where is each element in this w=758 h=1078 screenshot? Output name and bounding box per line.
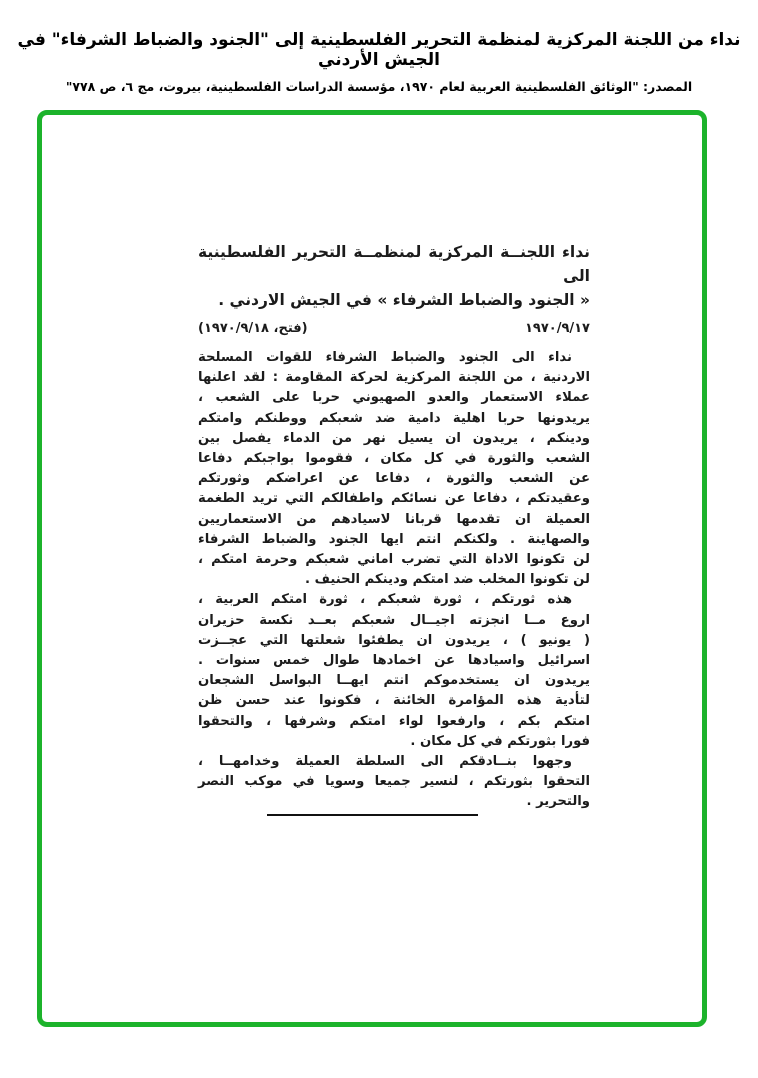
text-line: والتحرير . [526,794,590,810]
document-paragraph [198,590,590,752]
text-line: لتأدية هذه المؤامرة الخائنة ، فكونوا عند حسن ظن [198,693,590,709]
document-paragraph [198,348,590,590]
text-line: لن تكونوا المخلب ضد امتكم ودينكم الحنيف . [305,572,590,588]
text-line: اسرائيل واسيادها عن اخمادها طوال خمس سنوات . [198,653,590,669]
text-line: هذه ثورتكم ، ثورة شعبكم ، ثورة امتكم العربية ، [198,592,572,608]
text-line: وعقيدتكم ، دفاعا عن نسائكم واطفالكم التي تريد الطغمة [198,491,590,507]
text-line: نداء الى الجنود والضباط الشرفاء للقوات المسلحة [198,350,572,365]
document-title-line-1: نداء اللجنــة المركزية لمنظمــة التحرير الفلسطينية الى [198,243,590,285]
text-line: اروع مــا انجزته اجيــال شعبكم بعــد نكسة حزيران [198,612,590,628]
document-scan [198,240,590,813]
text-line: امتكم بكم ، وارفعوا لواء امتكم وشرفها ، والتحقوا [198,713,590,729]
divider-line [267,814,478,816]
text-line: العميلة ان تقدمها قربانا لاسيادهم من الاستعماريين [198,511,590,527]
document-date: ١٩٧٠/٩/١٧ [524,321,590,336]
text-line: ( يونيو ) ، يريدون ان يطفئوا شعلتها التي عجــزت [198,632,590,648]
text-line: يريدون ان يستخدموكم انتم ايهــا البواسل الشجعان [198,673,590,689]
date-row [198,321,590,336]
text-line: الاردنية ، من اللجنة المركزية لحركة المقاومة : لقد اعلنها [198,370,590,386]
document-source-date: (فتح، ١٩٧٠/٩/١٨) [198,321,308,336]
text-line: يريدونها حربا اهلية دامية ضد شعبكم ووطنكم وامتكم [198,410,590,426]
page-header [10,30,748,94]
document-title-line-2: « الجنود والضباط الشرفاء » في الجيش الاردني . [218,291,590,309]
document-paragraph [198,752,590,813]
text-line: وجهوا بنــادقكم الى السلطة العميلة وخدامهــا ، [198,754,572,770]
text-line: عن الشعب والثورة ، دفاعا عن اعراضكم وثورتكم [198,471,590,487]
text-line: لن تكونوا الاداة التي تضرب اماني شعبكم وحرمة امتكم ، [198,552,590,568]
page-title: نداء من اللجنة المركزية لمنظمة التحرير الفلسطينية إلى "الجنود والضباط الشرفاء" في الجيش الأردني [17,30,741,70]
document-body [198,348,590,813]
text-line: الشعب والثورة في كل مكان ، فقوموا بواجبكم دفاعا [198,451,590,467]
text-line: عملاء الاستعمار والعدو الصهيوني حربا على الشعب ، [198,390,590,406]
page-source-line: المصدر: "الوثائق الفلسطينية العربية لعام ١٩٧٠، مؤسسة الدراسات الفلسطينية، بيروت، مج ٦، ص ٧٧٨" [65,79,693,94]
document-title [198,240,590,312]
text-line: ودينكم ، يريدون ان يسيل نهر من الدماء يفصل بين [198,430,590,446]
text-line: والصهاينة . ولكنكم انتم ايها الجنود والضباط الشرفاء [198,531,590,547]
text-line: فورا بثورتكم في كل مكان . [410,733,590,749]
text-line: التحقوا بثورتكم ، لنسير جميعا وسويا في موكب النصر [198,774,590,790]
